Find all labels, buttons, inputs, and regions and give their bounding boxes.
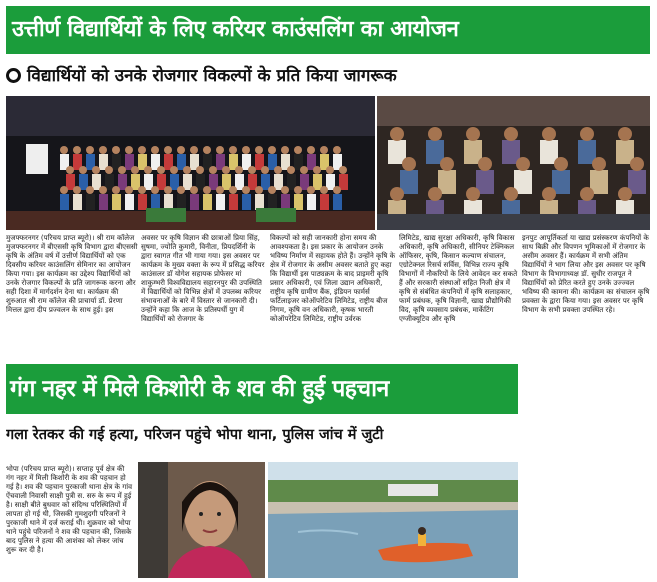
headline-banner-career-counseling <box>6 6 650 54</box>
headline-text: उत्तीर्ण विद्यार्थियों के लिए करियर काउंसलिंग का आयोजन <box>12 17 459 42</box>
group-photo-students-stage <box>6 96 375 230</box>
article-column-3: विकल्पों को सही जानकारी होना समय की आवश्यकता है। इस प्रकार के आयोजन उनके भविष्य निर्माण में सहायक होते हैं। उन्होंने कृषि के क्षेत्र में रोजगार के असीम अवसर बताते हुए कहा कि विद्यार्थी इस पाठ्यक्रम के बाद प्राइमरी कृषि प्रसार अधिकारी, एवं जिला उद्यान अधिकारी, राष्ट्रीय कृषि ग्रामीण बैंक, इंडियन फार्मर्स फर्टिलाइजर कोऑपरेटिव लिमिटेड, राष्ट्रीय बीज निगम, कृषि वन अधिकारी, कृषक भारती कोऑपरेटिव लिमिटेड, राष्ट्रीय उर्वरक <box>270 233 396 323</box>
article-column-2: अवसर पर कृषि विज्ञान की छात्राओं प्रिया सिंह, सुषमा, ज्योति कुमारी, विनीता, प्रियदर्शिनी के द्वारा स्वागत गीत भी गाया गया। इस अवसर पर कार्यक्रम के मुख्य वक्ता के रूप में प्रसिद्ध करियर काउंसलर डॉ योगेश सहायक प्रोफेसर मां शाकुम्भरी विश्वविद्यालय सहारनपुर की उपस्थिति में विद्यार्थियों को विभिन्न क्षेत्रों में उपलब्ध करियर संभावनाओं के बारे में विस्तार से जानकारी दी। उन्होंने कहा कि आज के प्रतिस्पर्धी युग में विद्यार्थियों को रोजगार के <box>141 233 265 323</box>
subheadline-job-awareness <box>6 60 650 92</box>
bullet-circle-icon <box>6 68 21 83</box>
canal-rescue-boat-photo <box>268 462 518 578</box>
article2-column: भोपा (परिचय प्राप्त ब्यूरो)। सप्ताह पूर्व क्षेत्र की गंग नहर में मिली किशोरी के शव की पहचान हो गई है। शव की पहचान पुरकाजी थाना क्षेत्र के गांव ऐंचवाली निवासी साक्षी पुत्री स. सरु के रूप में हुई है। साक्षी बीते बुधवार को संदिग्ध परिस्थितियों में लापता हो गई थी, जिसकी गुमशुदगी परिजनों ने पुरकाजी थाने में दर्ज कराई थी। शुक्रवार को भोपा थाने पहुंचे परिजनों ने शव की पहचान की, जिसके बाद पुलिस ने हत्या की आशंका को लेकर जांच शुरू कर दी है। <box>6 464 133 554</box>
headline-text-2: गंग नहर में मिले किशोरी के शव की हुई पहचान <box>10 376 389 402</box>
subheadline-text: विद्यार्थियों को उनके रोजगार विकल्पों के प्रति किया जागरूक <box>27 66 397 86</box>
article-column-4: लिमिटेड, खाद्य सुरक्षा अधिकारी, कृषि विकास अधिकारी, कृषि अधिकारी, सीनियर टेक्निकल ऑफिसर, कृषि, किसान कल्याण संचालन, एग्रोटेक्नल रिसर्च सर्विस, विभिन्न राज्य कृषि विभागों में नौकरियों के लिये आवेदन कर सकते हैं और सरकारी संस्थाओं सहित निजी क्षेत्र में कृषि से संबंधित कंपनियों में कृषि सलाहकार, फार्म प्रबंधक, कृषि विज्ञानी, खाद्य प्रौद्योगिकी विद, कृषि व्यवसाय प्रबंधक, मार्केटिंग एग्जीक्यूटिव और कृषि <box>399 233 518 323</box>
victim-portrait-photo <box>138 462 265 578</box>
audience-seated-photo <box>377 96 650 230</box>
article-column-1: मुजफ्फरनगर (परिचय प्राप्त ब्यूरो)। श्री राम कॉलेज मुजफ्फरनगर में बीएससी कृषि विभाग द्वारा बीएससी कृषि के अंतिम वर्ष में उत्तीर्ण विद्यार्थियों को एक दिवसीय करियर काउंसलिंग सेमिनार का आयोजन किया गया। इस कार्यक्रम का उद्देश्य विद्यार्थियों को उनके रोजगार विकल्पों के प्रति जागरूक करना और सही दिशा में मार्गदर्शन देना था। कार्यक्रम की शुरुआत श्री राम कॉलेज की प्राचार्या डॉ. प्रेरणा मित्तल द्वारा दीप प्रज्वलन के साथ हुई। इस <box>6 233 138 314</box>
headline-banner-body-identified <box>6 364 518 414</box>
subheadline-murder-investigation: गला रेतकर की गई हत्या, परिजन पहुंचे भोपा थाना, पुलिस जांच में जुटी <box>6 427 384 443</box>
article-column-5: इनपुट आपूर्तिकर्ता या खाद्य प्रसंस्करण कंपनियों के साथ बिक्री और विपणन भूमिकाओं में रोजगार के असीम अवसर हैं। कार्यक्रम में सभी अंतिम विद्यार्थियों ने भाग लिया और इस अवसर पर कृषि विभाग के विभागाध्यक्ष डॉ. सुधीर राजपूत ने विद्यार्थियों को प्रेरित करते हुए उनके उज्ज्वल भविष्य की कामना की। कार्यक्रम का संचालन कृषि प्रवक्ता के द्वारा किया गया। इस अवसर पर कृषि विभाग के सभी प्रवक्ता उपस्थित रहे। <box>522 233 650 314</box>
